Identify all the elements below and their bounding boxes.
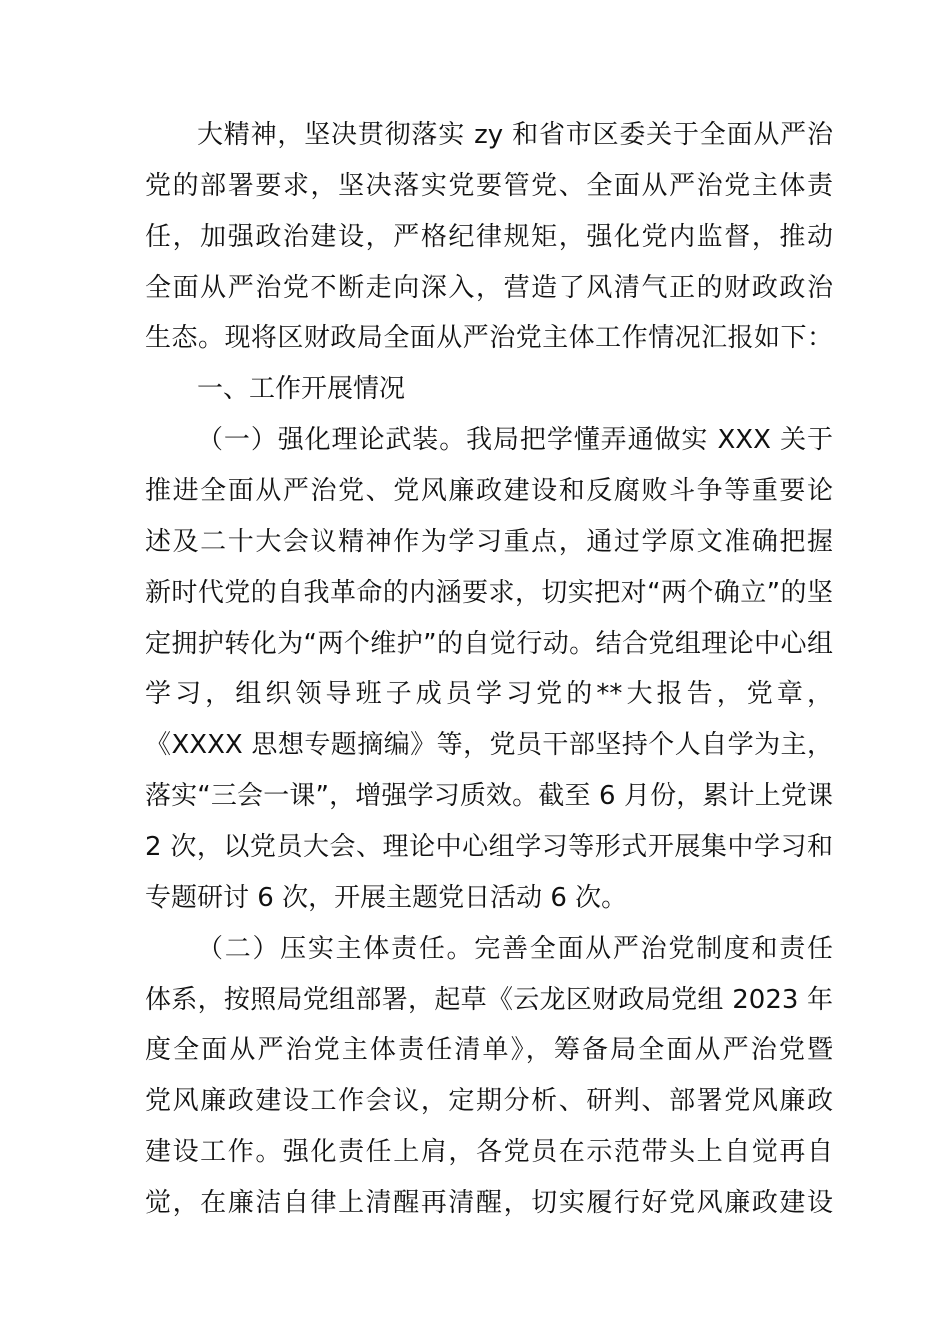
text-line: 定拥护转化为“两个维护”的自觉行动。结合党组理论中心组 [145, 628, 833, 659]
text-line: 落实“三会一课”，增强学习质效。截至 6 月份，累计上党课 [145, 781, 833, 812]
text-line: 党的部署要求，坚决落实党要管党、全面从严治党主体责 [145, 170, 833, 201]
text-line: 大精神，坚决贯彻落实 zy 和省市区委关于全面从严治 [197, 120, 833, 150]
text-line: 觉，在廉洁自律上清醒再清醒，切实履行好党风廉政建设 [145, 1188, 833, 1219]
document-page [145, 110, 833, 1229]
text-line: 体系，按照局党组部署，起草《云龙区财政局党组 2023 年 [145, 984, 833, 1015]
text-line: 新时代党的自我革命的内涵要求，切实把对“两个确立”的坚 [145, 577, 833, 608]
text-line: 度全面从严治党主体责任清单》，筹备局全面从严治党暨 [145, 1035, 833, 1066]
text-line: 专题研讨 6 次，开展主题党日活动 6 次。 [145, 882, 628, 913]
text-line: 推进全面从严治党、党风廉政建设和反腐败斗争等重要论 [145, 476, 833, 507]
text-line: 全面从严治党不断走向深入，营造了风清气正的财政政治 [145, 272, 833, 303]
text-line: 任，加强政治建设，严格纪律规矩，强化党内监督，推动 [145, 221, 833, 252]
text-line: 党风廉政建设工作会议，定期分析、研判、部署党风廉政 [145, 1086, 833, 1117]
text-line: 2 次，以党员大会、理论中心组学习等形式开展集中学习和 [145, 832, 833, 863]
text-line: 述及二十大会议精神作为学习重点，通过学原文准确把握 [145, 526, 833, 557]
text-line: 《XXXX 思想专题摘编》等，党员干部坚持个人自学为主， [145, 730, 833, 761]
text-line: 学习，组织领导班子成员学习党的**大报告，党章， [145, 679, 833, 710]
text-line: 生态。现将区财政局全面从严治党主体工作情况汇报如下： [145, 323, 833, 354]
text-line: （二）压实主体责任。完善全面从严治党制度和责任 [197, 933, 833, 964]
text-line: （一）强化理论武装。我局把学懂弄通做实 XXX 关于 [197, 425, 833, 456]
text-line: 建设工作。强化责任上肩，各党员在示范带头上自觉再自 [145, 1137, 833, 1168]
section-heading: 一、工作开展情况 [197, 374, 406, 405]
